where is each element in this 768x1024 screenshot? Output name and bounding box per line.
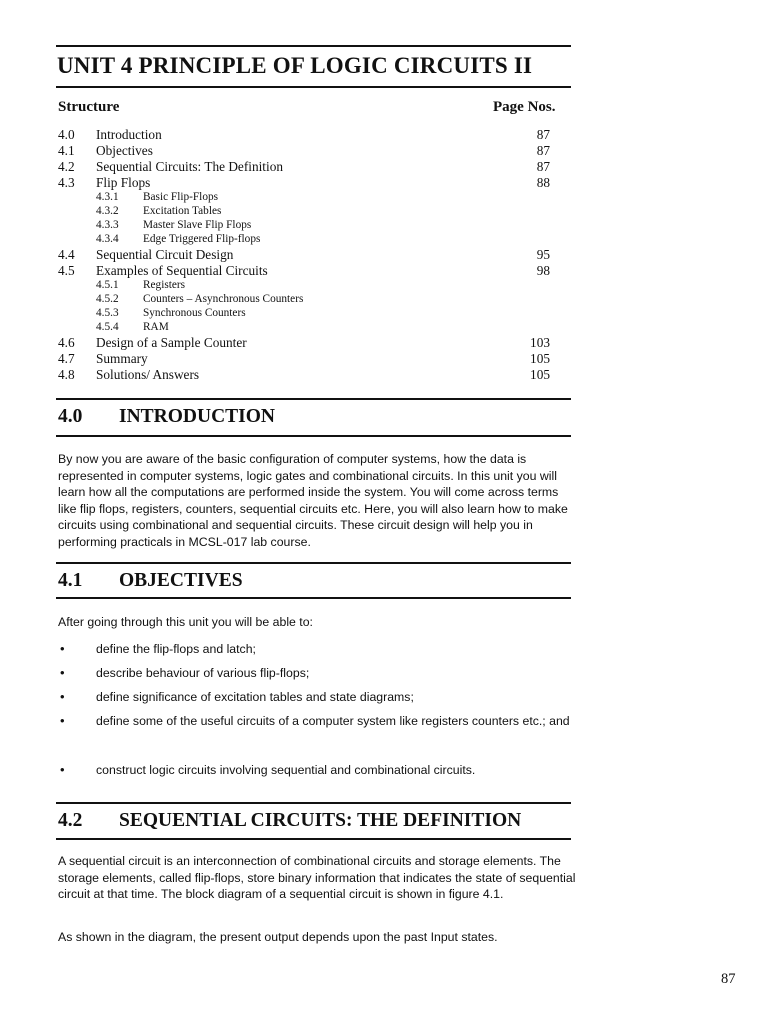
section-title: SEQUENTIAL CIRCUITS: THE DEFINITION <box>119 810 522 831</box>
toc-number: 4.1 <box>58 143 75 158</box>
bullet-icon: • <box>60 641 65 656</box>
toc-title: RAM <box>143 321 169 333</box>
toc-title: Introduction <box>96 127 162 142</box>
toc-page: 87 <box>536 143 550 158</box>
toc-page: 88 <box>536 175 550 190</box>
toc-title: Master Slave Flip Flops <box>143 219 252 231</box>
toc-number: 4.4 <box>58 247 75 262</box>
toc-number: 4.2 <box>58 159 75 174</box>
toc-title: Sequential Circuit Design <box>96 247 234 262</box>
section-rule <box>56 435 571 437</box>
objectives-lead: After going through this unit you will be able to: <box>58 615 313 629</box>
toc-title: Objectives <box>96 143 153 158</box>
toc-number: 4.3 <box>58 175 75 190</box>
bullet-icon: • <box>60 665 65 680</box>
toc-number: 4.5.3 <box>96 307 119 319</box>
objective-text: define significance of excitation tables and state diagrams; <box>96 690 414 704</box>
toc-number: 4.8 <box>58 367 75 382</box>
objective-text: construct logic circuits involving sequential and combinational circuits. <box>96 763 476 777</box>
structure-heading: Structure <box>58 99 120 115</box>
toc-page: 105 <box>530 351 550 366</box>
toc-page: 95 <box>536 247 550 262</box>
toc-title: Registers <box>143 279 186 291</box>
toc-number: 4.3.3 <box>96 219 119 231</box>
section-rule <box>56 802 571 804</box>
section-rule <box>56 398 571 400</box>
toc-page: 98 <box>536 263 550 278</box>
toc-page: 105 <box>530 367 550 382</box>
toc-number: 4.6 <box>58 335 75 350</box>
toc-title: Design of a Sample Counter <box>96 335 247 350</box>
toc-number: 4.0 <box>58 127 75 142</box>
page-number: 87 <box>721 971 736 987</box>
objective-text: define some of the useful circuits of a computer system like registers counters etc.; and <box>96 714 570 728</box>
section-title: OBJECTIVES <box>119 570 243 591</box>
section-title: INTRODUCTION <box>119 406 276 427</box>
toc-number: 4.5.4 <box>96 321 119 333</box>
toc-number: 4.5 <box>58 263 75 278</box>
toc-number: 4.7 <box>58 351 75 366</box>
toc-number: 4.3.2 <box>96 205 119 217</box>
top-rule <box>56 45 571 47</box>
toc-page: 87 <box>536 159 550 174</box>
section-rule <box>56 597 571 599</box>
toc-title: Examples of Sequential Circuits <box>96 263 268 278</box>
toc-title: Excitation Tables <box>143 205 222 217</box>
toc-page: 103 <box>530 335 550 350</box>
toc-title: Basic Flip-Flops <box>143 191 219 203</box>
toc-title: Synchronous Counters <box>143 307 246 319</box>
section-number: 4.1 <box>58 570 83 591</box>
objective-text: define the flip-flops and latch; <box>96 642 256 656</box>
unit-title: UNIT 4 PRINCIPLE OF LOGIC CIRCUITS II <box>57 53 533 78</box>
section-number: 4.0 <box>58 406 83 427</box>
toc-page: 87 <box>536 127 550 142</box>
toc-title: Flip Flops <box>96 175 151 190</box>
section-rule <box>56 562 571 564</box>
toc-title: Sequential Circuits: The Definition <box>96 159 283 174</box>
sequential-paragraph-1: A sequential circuit is an interconnection of combinational circuits and storage elements. The storage elements, called flip-flops, store binary information that indicates the state of sequential circuit at that time. The block diagram of a sequential circuit is shown in figure 4.1. <box>58 854 576 901</box>
section-rule <box>56 838 571 840</box>
bullet-icon: • <box>60 689 65 704</box>
sequential-paragraph-2: As shown in the diagram, the present output depends upon the past Input states. <box>58 930 498 944</box>
bullet-icon: • <box>60 713 65 728</box>
section-number: 4.2 <box>58 810 83 831</box>
toc-number: 4.5.2 <box>96 293 119 305</box>
title-underline <box>56 86 571 88</box>
page-nos-heading: Page Nos. <box>493 99 556 115</box>
toc-number: 4.3.4 <box>96 233 119 245</box>
introduction-paragraph: By now you are aware of the basic configuration of computer systems, how the data is represented in computer systems, logic gates and combinational circuits. In this unit you will learn how all the computations are performed inside the system. You will come across terms like flip flops, registers, counters, sequential circuits etc. Here, you will also learn how to make circuits using combinational and sequential circuits. These circuit design will help you in performing practicals in MCSL-017 lab course. <box>58 452 568 549</box>
toc-title: Summary <box>96 351 148 366</box>
bullet-icon: • <box>60 762 65 777</box>
toc-number: 4.5.1 <box>96 279 119 291</box>
toc-number: 4.3.1 <box>96 191 119 203</box>
toc-title: Edge Triggered Flip-flops <box>143 233 261 245</box>
objective-text: describe behaviour of various flip-flops; <box>96 666 310 680</box>
toc-title: Solutions/ Answers <box>96 367 200 382</box>
toc-title: Counters – Asynchronous Counters <box>143 293 304 305</box>
